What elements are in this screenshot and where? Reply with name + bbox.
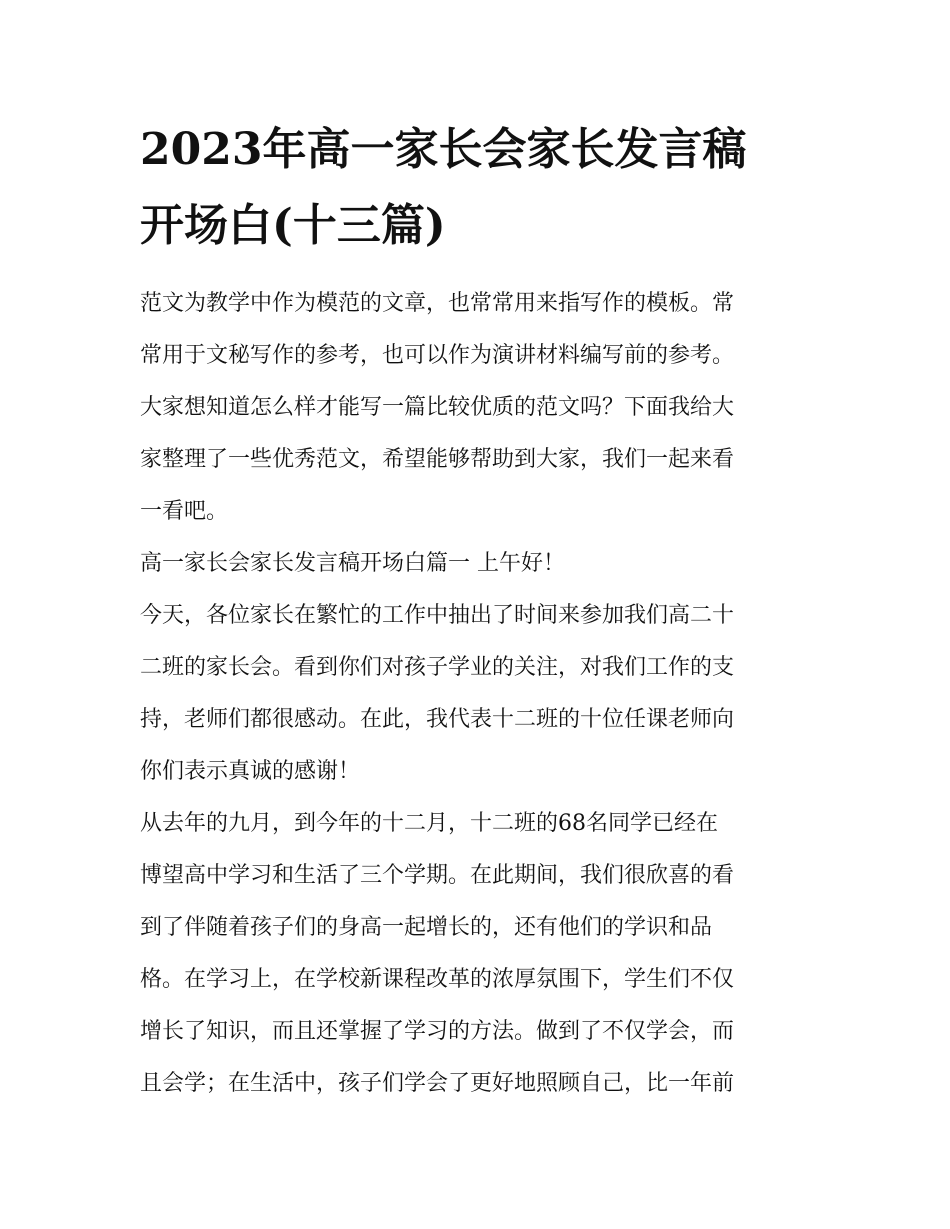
section-heading-paragraph [140,538,820,590]
text-line: 且会学；在生活中，孩子们学会了更好地照顾自己，比一年前 [140,1071,735,1096]
text-line: 高一家长会家长发言稿开场白篇一 上午好！ [140,551,565,576]
text-line: 格。在学习上，在学校新课程改革的浓厚氛围下，学生们不仅 [140,967,735,992]
body-paragraph [140,798,820,1110]
text-line: 从去年的九月，到今年的十二月，十二班的68名同学已经在 [140,811,718,836]
title-line: 开场白(十三篇) [140,200,446,251]
text-line: 今天，各位家长在繁忙的工作中抽出了时间来参加我们高二十 [140,603,735,628]
text-line: 范文为教学中作为模范的文章，也常常用来指写作的模板。常 [140,291,735,316]
text-line: 常用于文秘写作的参考，也可以作为演讲材料编写前的参考。 [140,343,735,368]
text-line: 大家想知道怎么样才能写一篇比较优质的范文吗？下面我给大 [140,395,735,420]
text-line: 博望高中学习和生活了三个学期。在此期间，我们很欣喜的看 [140,863,735,888]
text-line: 家整理了一些优秀范文，希望能够帮助到大家，我们一起来看 [140,447,735,472]
intro-paragraph [140,278,820,538]
document-body [140,278,820,1110]
document-title [140,112,820,264]
body-paragraph [140,590,820,798]
text-line: 一看吧。 [140,499,229,524]
text-line: 增长了知识，而且还掌握了学习的方法。做到了不仅学会，而 [140,1019,735,1044]
text-line: 持，老师们都很感动。在此，我代表十二班的十位任课老师向 [140,707,735,732]
text-line: 你们表示真诚的感谢！ [140,759,361,784]
text-line: 到了伴随着孩子们的身高一起增长的，还有他们的学识和品 [140,915,713,940]
text-line: 二班的家长会。看到你们对孩子学业的关注，对我们工作的支 [140,655,735,680]
title-line: 2023年高一家长会家长发言稿 [140,124,747,175]
